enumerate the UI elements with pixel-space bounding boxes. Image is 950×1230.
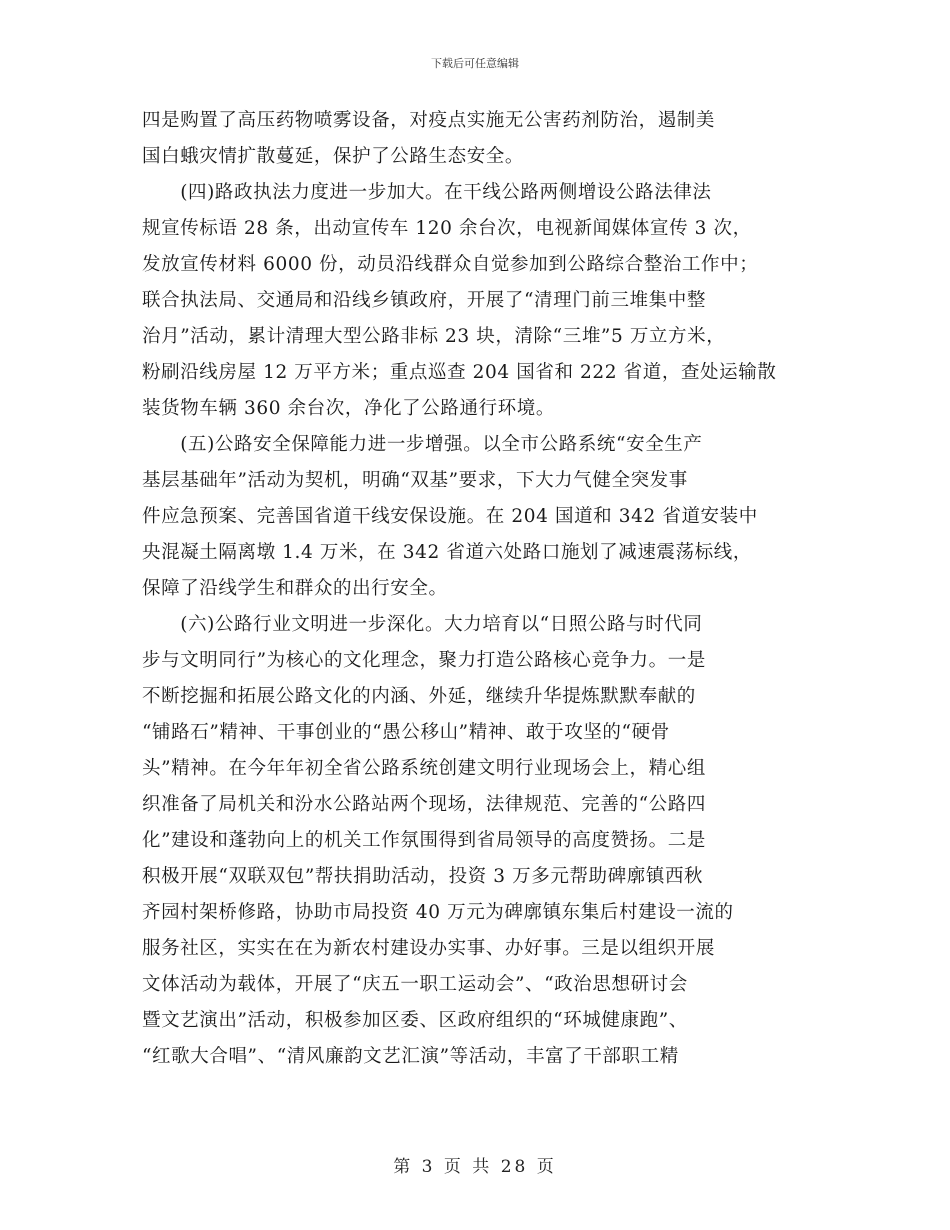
text-line: 暨文艺演出”活动，积极参加区委、区政府组织的“环城健康跑”、: [142, 1010, 688, 1031]
text-line: 织准备了局机关和汾水公路站两个现场，法律规范、完善的“公路四: [142, 794, 706, 815]
text-line: (六)公路行业文明进一步深化。大力培育以“日照公路与时代同: [142, 614, 703, 635]
text-line: 保障了沿线学生和群众的出行安全。: [142, 578, 448, 599]
text-line: 化”建设和蓬勃向上的机关工作氛围得到省局领导的高度赞扬。二是: [142, 830, 706, 851]
text-line: 国白蛾灾情扩散蔓延，保护了公路生态安全。: [142, 146, 525, 167]
text-line: 治月”活动，累计清理大型公路非标 23 块，清除“三堆”5 万立方米，: [142, 326, 726, 347]
text-line: 不断挖掘和拓展公路文化的内涵、外延，继续升华提炼默默奉献的: [142, 686, 696, 707]
page-footer: 第 3 页 共 28 页: [393, 1157, 557, 1177]
text-line: (五)公路安全保障能力进一步增强。以全市公路系统“安全生产: [142, 434, 703, 455]
text-line: 文体活动为载体，开展了“庆五一职工运动会”、“政治思想研讨会: [142, 974, 688, 995]
text-line: “铺路石”精神、干事创业的“愚公移山”精神、敢于攻坚的“硬骨: [142, 722, 670, 743]
text-line: 齐园村架桥修路，协助市局投资 40 万元为碑廓镇东集后村建设一流的: [142, 902, 734, 923]
page-header: 下载后可任意编辑: [431, 57, 519, 70]
text-line: 四是购置了高压药物喷雾设备，对疫点实施无公害药剂防治，遏制美: [142, 110, 716, 131]
text-line: 基层基础年”活动为契机，明确“双基”要求，下大力气健全突发事: [142, 470, 688, 491]
text-line: “红歌大合唱”、“清风廉韵文艺汇演”等活动，丰富了干部职工精: [142, 1046, 679, 1067]
text-line: 积极开展“双联双包”帮扶捐助活动，投资 3 万多元帮助碑廓镇西秋: [142, 866, 704, 887]
text-line: 粉刷沿线房屋 12 万平方米；重点巡查 204 国省和 222 省道，查处运输散: [142, 362, 777, 383]
text-line: 服务社区，实实在在为新农村建设办实事、办好事。三是以组织开展: [142, 938, 716, 959]
text-line: (四)路政执法力度进一步加大。在干线公路两侧增设公路法律法: [142, 182, 712, 203]
document-body: [142, 103, 822, 1075]
text-line: 装货物车辆 360 余台次，净化了公路通行环境。: [142, 398, 555, 419]
text-line: 头”精神。在今年年初全省公路系统创建文明行业现场会上，精心组: [142, 758, 706, 779]
text-line: 央混凝土隔离墩 1.4 万米，在 342 省道六处路口施划了减速震荡标线，: [142, 542, 752, 563]
text-line: 联合执法局、交通局和沿线乡镇政府，开展了“清理门前三堆集中整: [142, 290, 706, 311]
text-line: 发放宣传材料 6000 份，动员沿线群众自觉参加到公路综合整治工作中；: [142, 254, 759, 275]
text-line: 规宣传标语 28 条，出动宣传车 120 余台次，电视新闻媒体宣传 3 次，: [142, 218, 752, 239]
text-line: 件应急预案、完善国省道干线安保设施。在 204 国道和 342 省道安装中: [142, 506, 758, 527]
text-line: 步与文明同行”为核心的文化理念，聚力打造公路核心竞争力。一是: [142, 650, 706, 671]
